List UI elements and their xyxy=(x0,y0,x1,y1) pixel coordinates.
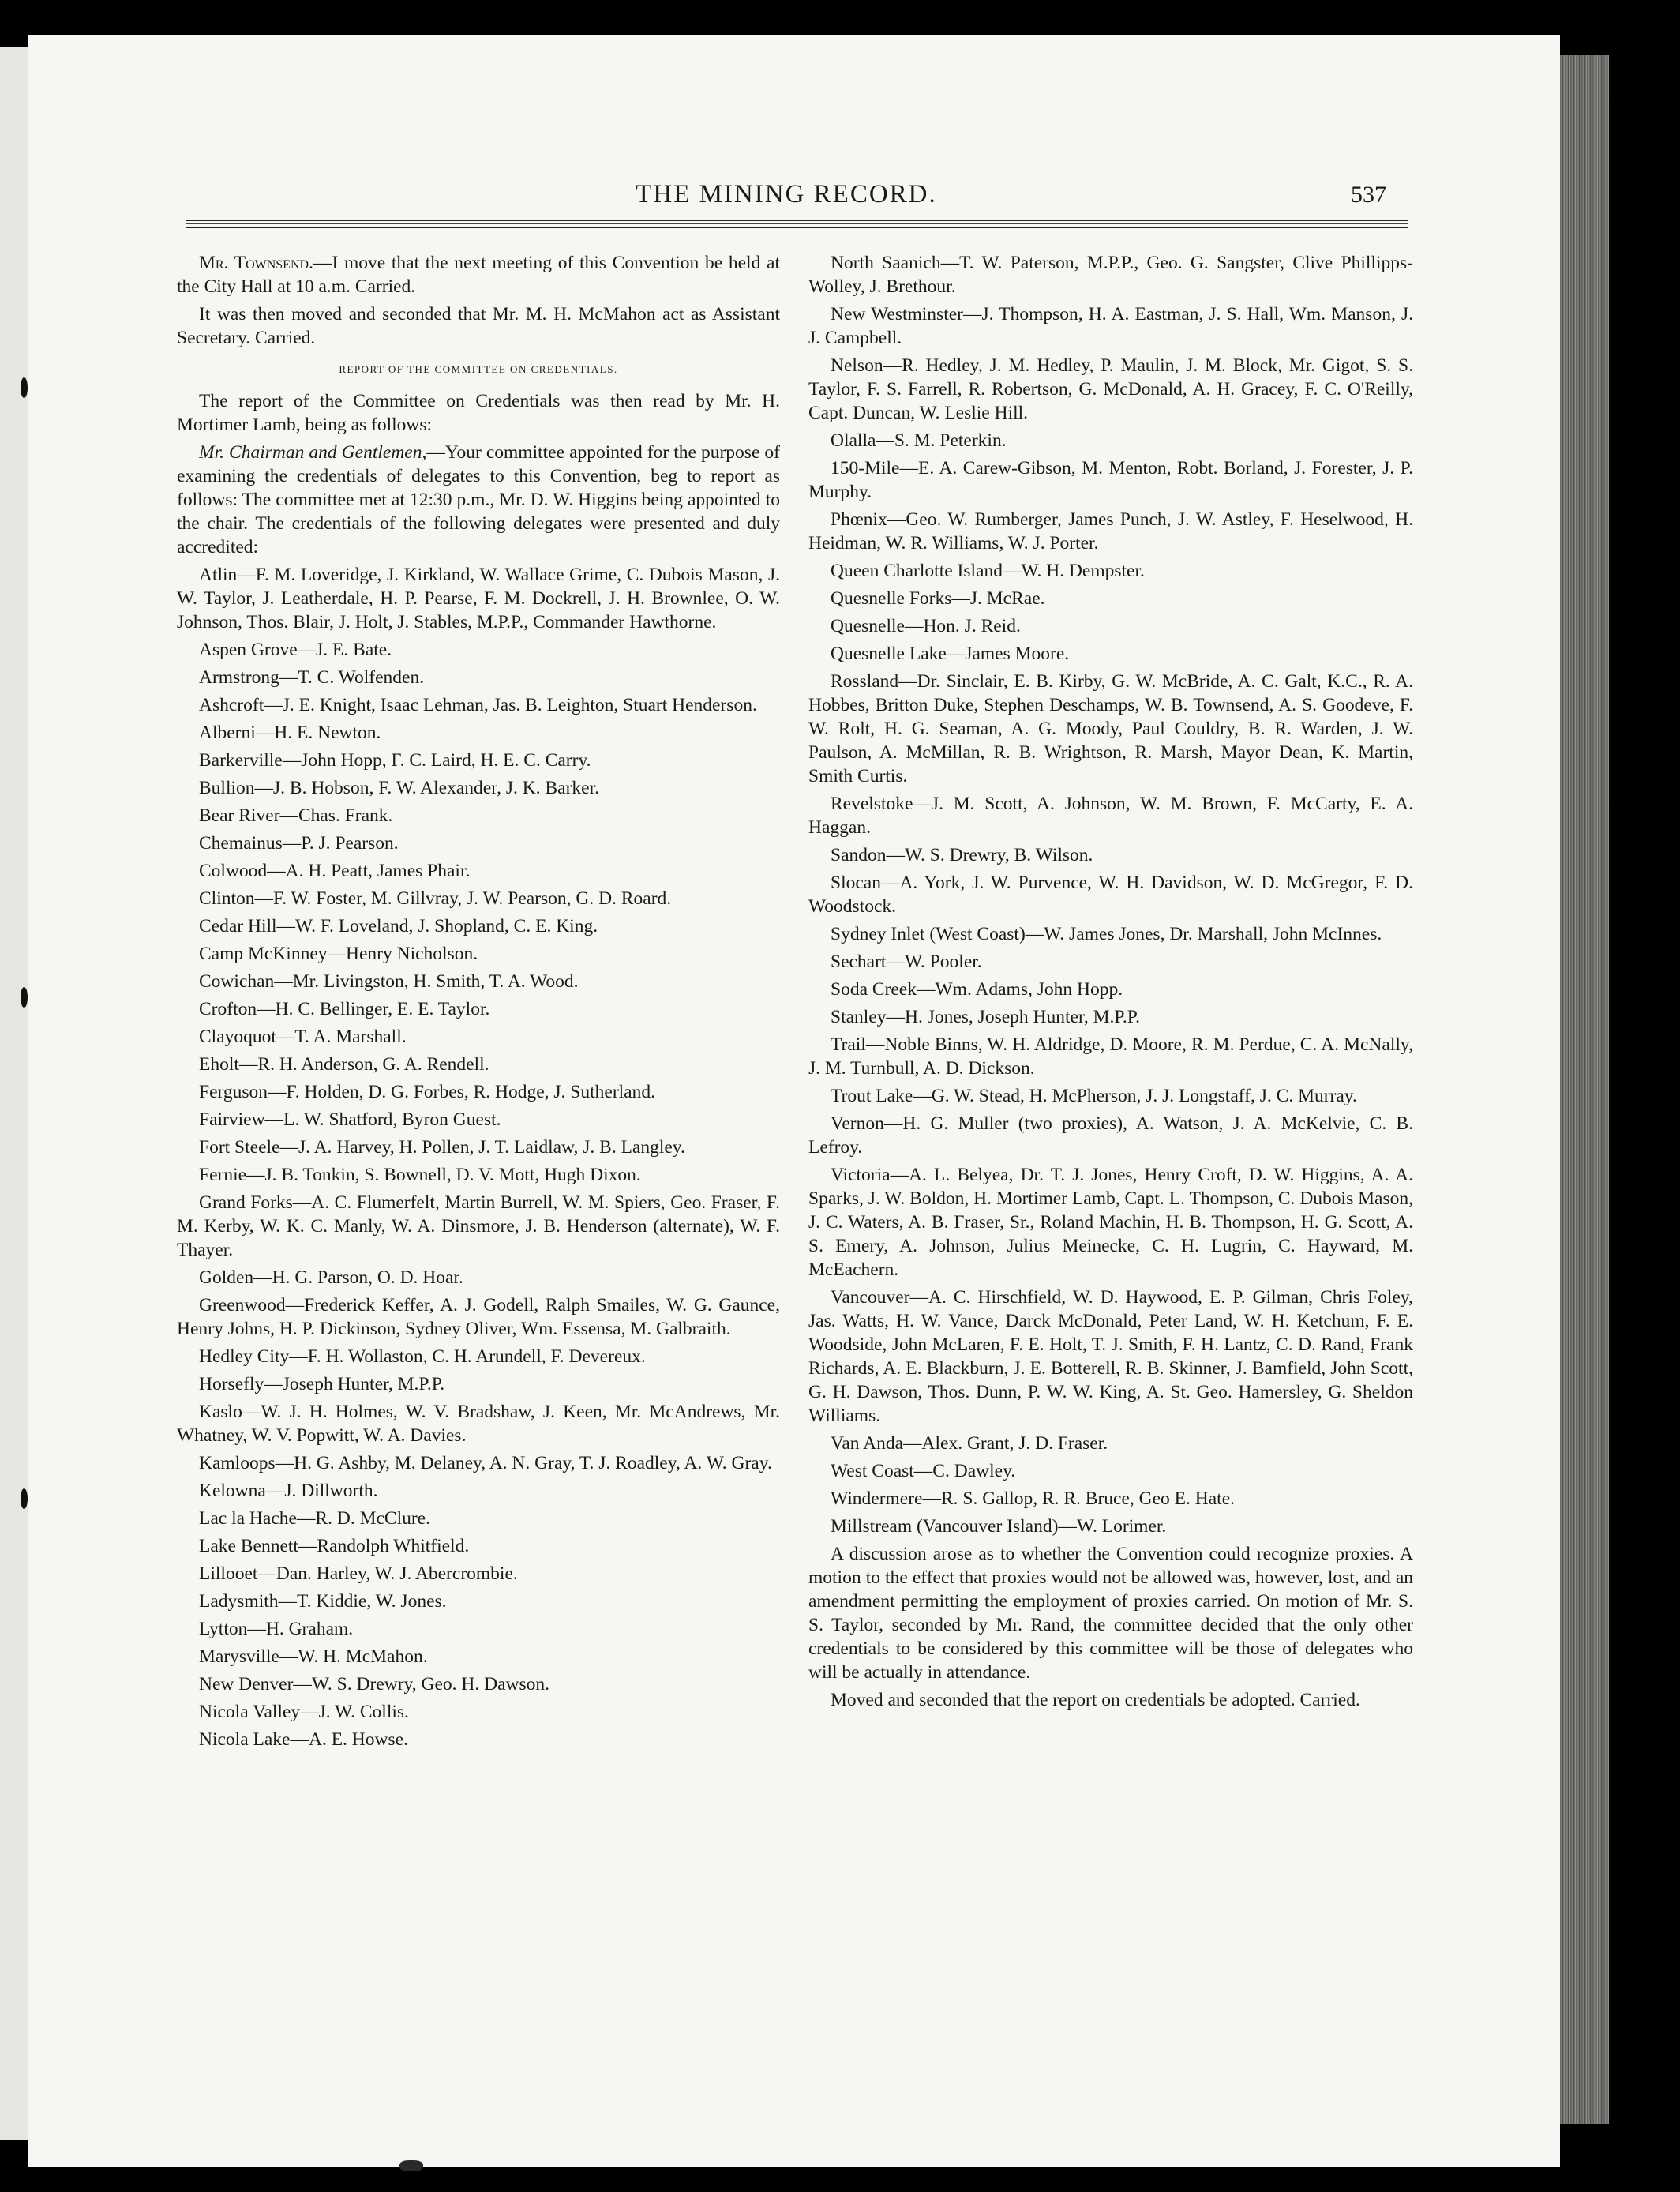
delegate-entry: Lillooet—Dan. Harley, W. J. Abercrombie. xyxy=(199,1563,518,1584)
delegate-entry: Marysville—W. H. McMahon. xyxy=(199,1646,428,1667)
binding-mark xyxy=(21,987,28,1008)
delegate-entry: Quesnelle—Hon. J. Reid. xyxy=(831,616,1021,636)
facing-page-edge xyxy=(0,47,28,2140)
delegate-entry: Queen Charlotte Island—W. H. Dempster. xyxy=(831,561,1145,581)
delegate-entry: Armstrong—T. C. Wolfenden. xyxy=(199,667,425,688)
header-rule xyxy=(186,220,1408,228)
left-column xyxy=(177,251,780,1755)
delegate-entry: Hedley City—F. H. Wollaston, C. H. Arundell, F. Devereux. xyxy=(199,1346,646,1367)
delegate-entry: Kamloops—H. G. Ashby, M. Delaney, A. N. Gray, T. J. Roadley, A. W. Gray. xyxy=(199,1453,772,1473)
delegate-entry: Colwood—A. H. Peatt, James Phair. xyxy=(199,861,471,881)
delegate-entry: Quesnelle Forks—J. McRae. xyxy=(831,588,1045,609)
delegate-entry: Sandon—W. S. Drewry, B. Wilson. xyxy=(831,845,1093,865)
delegate-entry: Clinton—F. W. Foster, M. Gillvray, J. W. Pearson, G. D. Roard. xyxy=(199,888,672,909)
running-title: THE MINING RECORD. xyxy=(636,180,937,208)
delegate-entry: Trail—Noble Binns, W. H. Aldridge, D. Moore, R. M. Perdue, C. A. McNally, J. M. Turnbull, A. D. Dickson. xyxy=(808,1034,1413,1079)
delegate-entry: Nicola Valley—J. W. Collis. xyxy=(199,1702,409,1722)
delegate-entry: Stanley—H. Jones, Joseph Hunter, M.P.P. xyxy=(831,1007,1141,1027)
delegate-entry: Lake Bennett—Randolph Whitfield. xyxy=(199,1536,470,1556)
delegate-entry: Victoria—A. L. Belyea, Dr. T. J. Jones, Henry Croft, D. W. Higgins, A. A. Sparks, J. W. Boldon, H. Mortimer Lamb, Capt. L. Thompson, C. Dubois Mason, J. C. Waters, A. B. Fraser, Sr., Roland Machin, H. B. Thompson, H. G. Scott, A. S. Emery, A. Johnson, Julius Meinecke, C. H. Lugrin, C. Hayward, M. McEachern. xyxy=(808,1165,1413,1280)
delegate-entry: Kelowna—J. Dillworth. xyxy=(199,1481,378,1501)
townsend-motion xyxy=(177,251,780,298)
delegate-entry: Ashcroft—J. E. Knight, Isaac Lehman, Jas. B. Leighton, Stuart Henderson. xyxy=(199,695,757,715)
right-column xyxy=(808,251,1413,1716)
delegate-entry: Lac la Hache—R. D. McClure. xyxy=(199,1508,430,1529)
delegate-entry: Trout Lake—G. W. Stead, H. McPherson, J. J. Longstaff, J. C. Murray. xyxy=(831,1086,1357,1106)
salutation: Mr. Chairman and Gentlemen, xyxy=(199,442,427,463)
delegate-entry: Slocan—A. York, J. W. Purvence, W. H. Davidson, W. D. McGregor, F. D. Woodstock. xyxy=(808,873,1413,917)
delegate-entry: Nelson—R. Hedley, J. M. Hedley, P. Maulin, J. M. Block, Mr. Gigot, S. S. Taylor, F. S. Farrell, R. Robertson, G. McDonald, A. H. Gracey, F. C. O'Reilly, Capt. Duncan, W. Leslie Hill. xyxy=(808,355,1413,423)
delegate-entry: Windermere—R. S. Gallop, R. R. Bruce, Geo E. Hate. xyxy=(831,1488,1236,1509)
delegate-entry: 150-Mile—E. A. Carew-Gibson, M. Menton, Robt. Borland, J. Forester, J. P. Murphy. xyxy=(808,458,1413,502)
delegate-entry: Clayoquot—T. A. Marshall. xyxy=(199,1027,407,1047)
report-paragraph xyxy=(177,441,780,559)
page-number: 537 xyxy=(1351,182,1386,208)
delegate-entry: Van Anda—Alex. Grant, J. D. Fraser. xyxy=(831,1433,1108,1454)
delegate-entry: Vancouver—A. C. Hirschfield, W. D. Haywood, E. P. Gilman, Chris Foley, Jas. Watts, H. W. Vance, Darck McDonald, Peter Land, W. H. Ketchum, F. E. Woodside, John McLaren, F. E. Holt, T. J. Smith, F. H. Lantz, C. D. Rand, Frank Richards, A. E. Blackburn, J. E. Botterell, R. B. Skinner, J. Bamfield, John Scott, G. H. Dawson, Thos. Dunn, P. W. W. King, A. St. Geo. Hamersley, G. Sheldon Williams. xyxy=(808,1287,1413,1426)
delegate-entry: Grand Forks—A. C. Flumerfelt, Martin Burrell, W. M. Spiers, Geo. Fraser, F. M. Kerby, W. K. C. Manly, W. A. Dinsmore, J. B. Henderson (alternate), W. F. Thayer. xyxy=(177,1192,780,1260)
speaker-name: Mr. Townsend. xyxy=(199,253,313,273)
delegate-entry: Chemainus—P. J. Pearson. xyxy=(199,833,399,854)
delegate-entry: Cowichan—Mr. Livingston, H. Smith, T. A. Wood. xyxy=(199,971,579,992)
book-page-edges xyxy=(1560,55,1609,2124)
binding-mark xyxy=(21,1488,28,1509)
delegate-entry: Olalla—S. M. Peterkin. xyxy=(831,430,1007,451)
delegate-entry: Ladysmith—T. Kiddie, W. Jones. xyxy=(199,1591,447,1612)
delegate-list-right xyxy=(808,251,1413,1538)
delegate-entry: Quesnelle Lake—James Moore. xyxy=(831,644,1070,664)
delegate-entry: Lytton—H. Graham. xyxy=(199,1619,354,1639)
delegate-entry: New Westminster—J. Thompson, H. A. Eastman, J. S. Hall, Wm. Manson, J. J. Campbell. xyxy=(808,304,1413,348)
delegate-entry: Horsefly—Joseph Hunter, M.P.P. xyxy=(199,1374,445,1394)
delegate-entry: West Coast—C. Dawley. xyxy=(831,1461,1016,1481)
section-heading: REPORT OF THE COMMITTEE ON CREDENTIALS. xyxy=(339,363,618,375)
delegate-entry: New Denver—W. S. Drewry, Geo. H. Dawson. xyxy=(199,1674,550,1695)
delegate-entry: Revelstoke—J. M. Scott, A. Johnson, W. M. Brown, F. McCarty, E. A. Haggan. xyxy=(808,794,1413,838)
assistant-secretary-paragraph: It was then moved and seconded that Mr. M. H. McMahon act as Assistant Secretary. Carried. xyxy=(177,304,780,348)
motion-text: —I move that the next meeting of this Convention be held at the City Hall at 10 a.m. Carried. xyxy=(177,253,780,297)
delegate-entry: Vernon—H. G. Muller (two proxies), A. Watson, J. A. McKelvie, C. B. Lefroy. xyxy=(808,1113,1413,1158)
report-body: —Your committee appointed for the purpose of examining the credentials of delegates to this Convention, beg to report as follows: The committee met at 12:30 p.m., Mr. D. W. Higgins being appointed to the chair. The credentials of the following delegates were presented and duly accredited: xyxy=(177,442,780,557)
delegate-entry: Nicola Lake—A. E. Howse. xyxy=(199,1729,408,1750)
delegate-entry: Greenwood—Frederick Keffer, A. J. Godell, Ralph Smailes, W. G. Gaunce, Henry Johns, H. P. Dickinson, Sydney Oliver, Wm. Essensa, M. Galbraith. xyxy=(177,1295,780,1339)
delegate-entry: Sydney Inlet (West Coast)—W. James Jones, Dr. Marshall, John McInnes. xyxy=(831,924,1382,944)
discussion-paragraph: A discussion arose as to whether the Convention could recognize proxies. A motion to the effect that proxies would not be allowed was, however, lost, and an amendment permitting the employment of proxies carried. On motion of Mr. S. S. Taylor, seconded by Mr. Rand, the committee decided that the only other credentials to be considered by this committee will be those of delegates who will be actually in attendance. xyxy=(808,1544,1413,1683)
delegate-entry: Atlin—F. M. Loveridge, J. Kirkland, W. Wallace Grime, C. Dubois Mason, J. W. Taylor, J. Leatherdale, H. P. Pearse, F. M. Dockrell, J. H. Brownlee, O. W. Johnson, Thos. Blair, J. Holt, J. Stables, M.P.P., Commander Hawthorne. xyxy=(177,565,780,632)
delegate-list-left xyxy=(177,563,780,1751)
delegate-entry: Bullion—J. B. Hobson, F. W. Alexander, J. K. Barker. xyxy=(199,778,599,798)
delegate-entry: Sechart—W. Pooler. xyxy=(831,951,982,972)
delegate-entry: Eholt—R. H. Anderson, G. A. Rendell. xyxy=(199,1054,489,1075)
delegate-entry: Bear River—Chas. Frank. xyxy=(199,805,393,826)
ink-smudge xyxy=(399,2160,423,2171)
delegate-entry: Crofton—H. C. Bellinger, E. E. Taylor. xyxy=(199,999,490,1019)
delegate-entry: Camp McKinney—Henry Nicholson. xyxy=(199,944,478,964)
delegate-entry: Barkerville—John Hopp, F. C. Laird, H. E. C. Carry. xyxy=(199,750,591,771)
page-header xyxy=(186,180,1386,212)
delegate-entry: Aspen Grove—J. E. Bate. xyxy=(199,640,392,660)
report-intro: The report of the Committee on Credentials was then read by Mr. H. Mortimer Lamb, being as follows: xyxy=(177,391,780,435)
closing-paragraph: Moved and seconded that the report on credentials be adopted. Carried. xyxy=(831,1690,1360,1710)
delegate-entry: Fairview—L. W. Shatford, Byron Guest. xyxy=(199,1109,501,1130)
delegate-entry: Millstream (Vancouver Island)—W. Lorimer. xyxy=(831,1516,1167,1537)
delegate-entry: Fort Steele—J. A. Harvey, H. Pollen, J. T. Laidlaw, J. B. Langley. xyxy=(199,1137,685,1158)
delegate-entry: North Saanich—T. W. Paterson, M.P.P., Geo. G. Sangster, Clive Phillipps-Wolley, J. Brethour. xyxy=(808,253,1413,297)
delegate-entry: Golden—H. G. Parson, O. D. Hoar. xyxy=(199,1267,463,1288)
delegate-entry: Fernie—J. B. Tonkin, S. Bownell, D. V. Mott, Hugh Dixon. xyxy=(199,1165,641,1185)
delegate-entry: Kaslo—W. J. H. Holmes, W. V. Bradshaw, J. Keen, Mr. McAndrews, Mr. Whatney, W. V. Popwitt, W. A. Davies. xyxy=(177,1402,780,1446)
delegate-entry: Cedar Hill—W. F. Loveland, J. Shopland, C. E. King. xyxy=(199,916,598,936)
delegate-entry: Alberni—H. E. Newton. xyxy=(199,723,381,743)
delegate-entry: Phœnix—Geo. W. Rumberger, James Punch, J. W. Astley, F. Heselwood, H. Heidman, W. R. Williams, W. J. Porter. xyxy=(808,509,1413,554)
delegate-entry: Ferguson—F. Holden, D. G. Forbes, R. Hodge, J. Sutherland. xyxy=(199,1082,655,1102)
delegate-entry: Rossland—Dr. Sinclair, E. B. Kirby, G. W. McBride, A. C. Galt, K.C., R. A. Hobbes, Britton Duke, Stephen Deschamps, W. B. Townsend, A. S. Goodeve, F. W. Rolt, H. G. Seaman, A. G. Moody, Paul Couldry, B. R. Warden, J. W. Paulson, A. McMillan, R. B. Wrightson, R. Marsh, Mayor Dean, K. Martin, Smith Curtis. xyxy=(808,671,1413,786)
delegate-entry: Soda Creek—Wm. Adams, John Hopp. xyxy=(831,979,1123,1000)
binding-mark xyxy=(21,377,28,398)
